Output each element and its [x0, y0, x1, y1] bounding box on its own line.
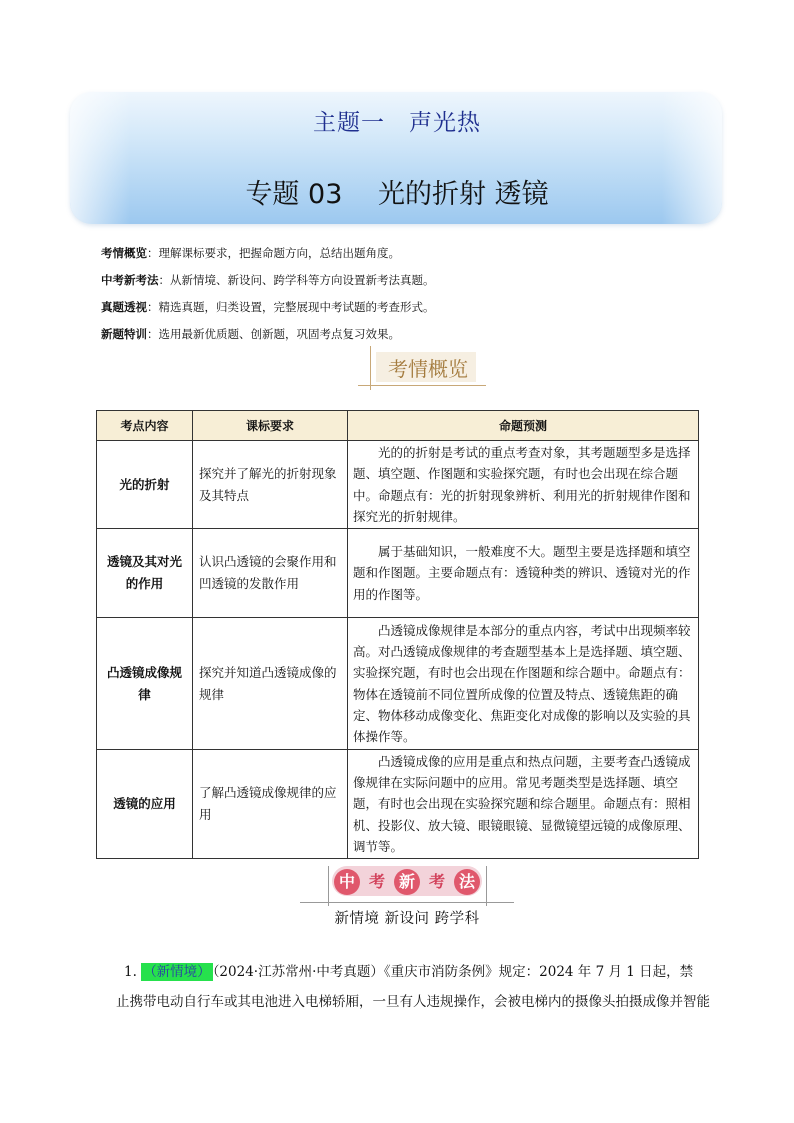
question-text: 《重庆市消防条例》规定：2024 年 7 月 1 日起，禁: [383, 964, 694, 980]
intro-label: 中考新考法: [101, 273, 159, 287]
column-header: 课标要求: [193, 411, 348, 441]
heading-char: 法: [454, 869, 480, 895]
intro-line: [101, 267, 721, 294]
heading-char: 新: [394, 869, 420, 895]
requirement-cell: 探究并知道凸透镜成像的规律: [193, 618, 348, 750]
prediction-cell: 凸透镜成像的应用是重点和热点问题，主要考查凸透镜成像规律在实际问题中的应用。常见考题类型是选择题、填空题，有时也会出现在实验探究题和综合题里。命题点有：照相机、投影仪、放大镜、眼镜眼镜、显微镜望远镜的成像原理、调节等。: [348, 750, 699, 859]
table-row: [97, 529, 699, 618]
point-cell: 凸透镜成像规律: [97, 618, 193, 750]
point-cell: 光的折射: [97, 441, 193, 529]
intro-label: 真题透视: [101, 300, 147, 314]
intro-label: 新题特训: [101, 327, 147, 341]
point-cell: 透镜及其对光的作用: [97, 529, 193, 618]
heading-decor-line: [328, 866, 329, 906]
new-method-pill: [332, 866, 482, 896]
column-header: 命题预测: [348, 411, 699, 441]
new-method-heading: [300, 862, 514, 930]
requirement-cell: 认识凸透镜的会聚作用和凹透镜的发散作用: [193, 529, 348, 618]
heading-char: 考: [368, 872, 385, 891]
heading-decor-line: [358, 385, 486, 386]
question-number: 1.: [124, 964, 137, 980]
intro-line: [101, 321, 721, 348]
prediction-cell: 属于基础知识，一般难度不大。题型主要是选择题和填空题和作图题。主要命题点有：透镜种类的辨识、透镜对光的作用的作图等。: [348, 529, 699, 618]
question-line: 止携带电动自行车或其电池进入电梯轿厢，一旦有人违规操作，会被电梯内的摄像头拍摄成像并智能: [116, 994, 710, 1010]
intro-label: 考情概览: [101, 246, 147, 260]
exam-overview-table: [96, 410, 699, 859]
heading-decor-line: [300, 902, 514, 903]
intro-text: ：选用最新优质题、创新题，巩固考点复习效果。: [147, 327, 400, 341]
prediction-cell: 凸透镜成像规律是本部分的重点内容，考试中出现频率较高。对凸透镜成像规律的考查题型基本上是选择题、填空题、实验探究题，有时也会出现在作图题和综合题中。命题点有：物体在透镜前不同位置所成像的位置及特点、透镜焦距的确定、物体移动成像变化、焦距变化对成像的影响以及实验的具体操作等。: [348, 618, 699, 750]
question-source: （2024·江苏常州·中考真题）: [212, 964, 384, 980]
heading-decor-line: [486, 866, 487, 906]
prediction-cell: 光的的折射是考试的重点考查对象，其考题题型多是选择题、填空题、作图题和实验探究题，有时也会出现在综合题中。命题点有：光的折射现象辨析、利用光的折射规律作图和探究光的折射规律。: [348, 441, 699, 529]
intro-line: [101, 240, 721, 267]
point-cell: 透镜的应用: [97, 750, 193, 859]
new-method-subtitle: 新情境 新设问 跨学科: [334, 911, 480, 927]
new-situation-tag: （新情境）: [143, 964, 211, 980]
intro-line: [101, 294, 721, 321]
intro-section: [101, 240, 721, 348]
overview-heading-text: 考情概览: [388, 357, 468, 381]
question-1: [101, 957, 721, 1017]
table-header-row: [97, 411, 699, 441]
intro-text: ：精选真题，归类设置，完整展现中考试题的考查形式。: [147, 300, 435, 314]
question-line: [101, 957, 721, 987]
table-row: [97, 750, 699, 859]
intro-text: ：从新情境、新设问、跨学科等方向设置新考法真题。: [158, 273, 435, 287]
heading-char: 中: [334, 869, 360, 895]
requirement-cell: 探究并了解光的折射现象及其特点: [193, 441, 348, 529]
requirement-cell: 了解凸透镜成像规律的应用: [193, 750, 348, 859]
table-row: [97, 441, 699, 529]
theme-title: 主题一 声光热: [313, 110, 481, 136]
heading-char: 考: [428, 872, 445, 891]
overview-heading: [358, 346, 488, 392]
heading-decor-line: [370, 346, 371, 390]
topic-title: 专题 03 光的折射 透镜: [245, 179, 549, 210]
column-header: 考点内容: [97, 411, 193, 441]
table-row: [97, 618, 699, 750]
intro-text: ：理解课标要求，把握命题方向，总结出题角度。: [147, 246, 400, 260]
